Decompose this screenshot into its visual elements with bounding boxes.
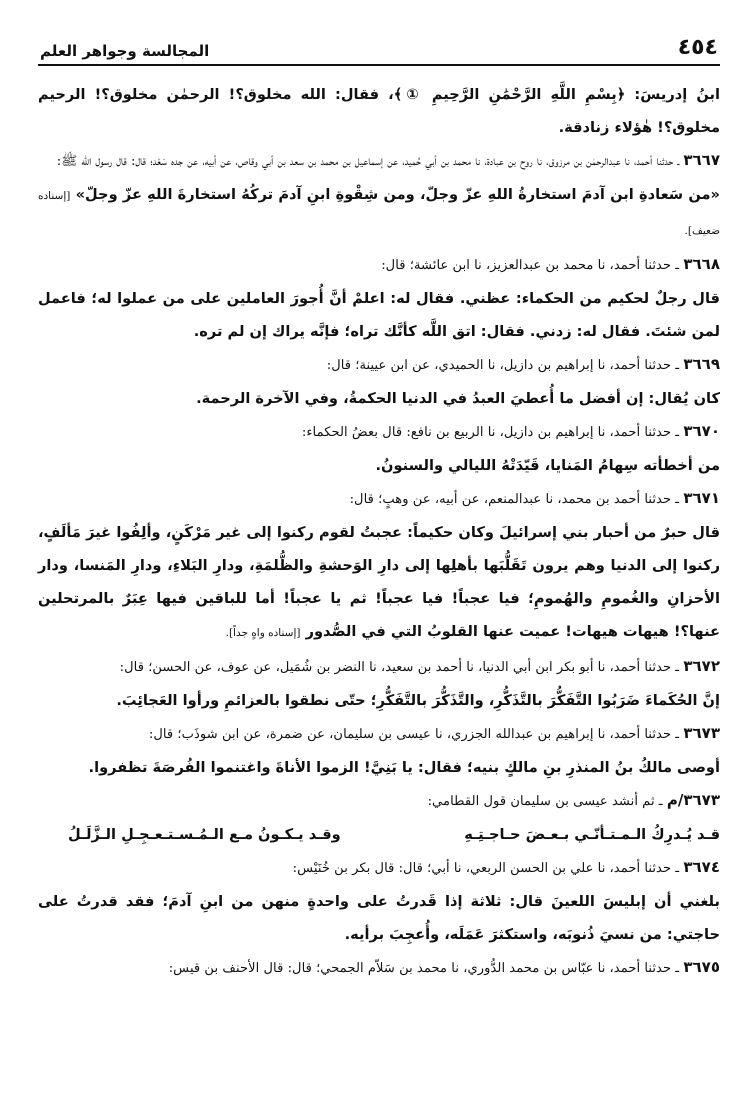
- hadith-number: ٣٦٧٥: [683, 958, 720, 976]
- hadith-number: ٣٦٧٠: [683, 422, 720, 440]
- hadith-number: ٣٦٧٣: [683, 724, 720, 742]
- narration-text-paragraph: [38, 178, 720, 248]
- chain-grade-note: [إسناده واهٍ جداً].: [225, 627, 301, 639]
- narration-chain-paragraph: [38, 348, 720, 382]
- paragraph-text: ـ حدثنا أحمد، نا إبراهيم بن دازيل، نا الحميدي، عن ابن عيينة؛ قال:: [326, 358, 680, 373]
- paragraph-text: قال رجلٌ لحكيم من الحكماء: عظني. فقال له: اعلمْ أنَّ أُجورَ العاملين على من عملوا له؛ فاعمل لمن شئتَ. فقال له: زدني. فقال: اتق اللَّه كأنَّك تراه؛ فإنَّه يراك إن لم تره.: [38, 290, 720, 340]
- narration-chain-paragraph: [38, 717, 720, 751]
- paragraph-text: قال حبرٌ من أحبار بني إسرائيلَ وكان حكيماً: عجبتُ لقوم ركنوا إلى غير مَرْكَنٍ، وألِفُوا غيرَ مَألَفٍ، ركنوا إلى الدنيا وهم يرون تَقَلُّبَها بأهلِها إلى دارِ الوَحشةِ والظُّلمَةِ، ودارِ البَلاءِ، ودارِ المَنسا، ودار الأحزانِ والغُمومِ والهُمومِ؛ فيا عجباً! فيا عجباً! ثم يا عجباً! أما للباقين فيها عِبَرٌ بالمرتحلين عنها؟! هيهات هيهات! عميت عنها القلوبُ التي في الصُّدور: [38, 524, 720, 640]
- hadith-number: ٣٦٦٨: [683, 255, 720, 273]
- paragraph-text: إنَّ الحُكَماءَ ضَرَبُوا التَّفَكُّرَ بالتَّذَكُّرِ، والتَّذَكُّرَ بالتَّفَكُّرِ؛ حتّى نطقوا بالعزائمِ ورأوا العَجائِبَ.: [116, 692, 720, 709]
- hadith-number: ٣٦٧١: [683, 489, 720, 507]
- paragraph-text: ـ حدثنا أحمد، نا محمد بن عبدالعزيز، نا ابن عائشة؛ قال:: [381, 258, 680, 273]
- paragraph-text: ـ حدثنا أحمد، نا إبراهيم بن دازيل، نا الربيع بن نافع: قال بعضُ الحكماء:: [301, 425, 680, 440]
- narration-text-paragraph: [38, 449, 720, 482]
- paragraph-text: ـ حدثنا أحمد، نا أبو بكر ابن أبي الدنيا، نا أحمد بن سعيد، نا النضر بن شُمَيل، عن عوف، عن الحسن؛ قال:: [119, 660, 680, 675]
- narration-text-paragraph: [38, 78, 720, 144]
- narration-chain-paragraph: [38, 248, 720, 282]
- paragraph-text: أوصى مالكُ بنُ المنذرِ بنِ مالكٍ بنيه؛ فقال: يا بَنِيَّ! الزموا الأناةَ واغتنموا الفُرصَةَ تظفروا.: [88, 759, 720, 776]
- narration-text-paragraph: [38, 885, 720, 951]
- page-content: [38, 78, 720, 985]
- hadith-number: ٣٦٧٢: [683, 657, 720, 675]
- hadith-number: ٣٦٦٧: [683, 151, 720, 169]
- narration-chain-paragraph: [38, 650, 720, 684]
- paragraph-text: ـ ثم أنشد عيسى بن سليمان قول القطامي:: [427, 794, 663, 809]
- book-page: [38, 28, 720, 985]
- paragraph-text: ـ حدثنا أحمد، نا إبراهيم بن عبدالله الجزري، نا عيسى بن سليمان، عن ضمرة، عن ابن شوذَب؛ قال:: [148, 727, 680, 742]
- poetry-verse: [38, 818, 720, 851]
- paragraph-text: ـ حدثنا أحمد، نا عبّاس بن محمد الدُّوري، نا محمد بن سَلاّم الجمحي؛ قال: قال الأحنف بن قيس:: [168, 961, 680, 976]
- narration-chain-paragraph: [38, 144, 720, 178]
- paragraph-text: من أخطأته سِهامُ المَنايا، قَيّدَتْهُ الليالي والسنونُ.: [375, 457, 720, 474]
- paragraph-text: «من سَعادةِ ابن آدمَ استخارةُ اللهِ عزّ وجلّ، ومن شِقْوةِ ابنِ آدمَ تركُهُ استخارةَ اللهِ عزّ وجلّ»: [75, 186, 720, 203]
- paragraph-text: ابنُ إدريسَ: ﴿بِسْمِ اللَّهِ الرَّحْمَٰنِ الرَّحِيمِ ①﴾، فقال: الله مخلوق؟! الرحمٰن مخلوق؟! الرحيم مخلوق؟! هٰؤلاء زنادقة.: [38, 86, 720, 136]
- verse-second-hemistich: وقـد يـكـونُ مـع الـمُـسـتـعـجِـلِ الـزَّلَـلُ: [68, 826, 341, 843]
- narration-chain-paragraph: [38, 851, 720, 885]
- narration-text-paragraph: [38, 282, 720, 348]
- hadith-number: ٣٦٧٣/م: [666, 791, 720, 809]
- narration-text-paragraph: [38, 516, 720, 650]
- paragraph-text: بلغني أن إبليسَ اللعينَ قال: ثلاثة إذا قَدرتُ على واحدةٍ منهن من ابنِ آدمَ؛ فقد قدرتُ على حاجتي: من نسيَ ذُنوبَه، واستكثرَ عَمَلَه، وأُعجِبَ برأيه.: [38, 893, 720, 943]
- paragraph-text: ـ حدثنا أحمد بن محمد، نا عبدالمنعم، عن أبيه، عن وهبٍ؛ قال:: [349, 492, 680, 507]
- running-title: المجالسة وجواهر العلم: [40, 42, 210, 60]
- hadith-number: ٣٦٧٤: [683, 858, 720, 876]
- paragraph-text: كان يُقال: إن أفضل ما أُعطيَ العبدُ في الدنيا الحكمةُ، وفي الآخرة الرحمة.: [196, 390, 720, 407]
- page-number: ٤٥٤: [677, 35, 718, 60]
- paragraph-text: ـ حدثنا أحمد، نا عبدالرحمٰن بن مرزوق، نا روح بن عبادة، نا محمد بن أبي حُميد، عن إسماعيل بن محمد بن سعد بن أبي وقاص، عن أبيه، عن جده سَعْد؛ قال: قال رسول الله ﷺ:: [56, 154, 680, 169]
- narration-chain-paragraph: [38, 784, 720, 818]
- page-header: [38, 28, 720, 66]
- narration-text-paragraph: [38, 382, 720, 415]
- chain-grade-note: [إسناده ضعيف].: [38, 190, 720, 237]
- paragraph-text: ـ حدثنا أحمد، نا علي بن الحسن الربعي، نا أبي؛ قال: قال بكر بن خُنَيْس:: [292, 861, 680, 876]
- narration-text-paragraph: [38, 684, 720, 717]
- verse-first-hemistich: قـد يُـدرِكُ الـمـتـأنّـي بـعـضَ حـاجـتِـهِ: [464, 826, 720, 843]
- narration-chain-paragraph: [38, 482, 720, 516]
- narration-chain-paragraph: [38, 951, 720, 985]
- narration-text-paragraph: [38, 751, 720, 784]
- hadith-number: ٣٦٦٩: [683, 355, 720, 373]
- narration-chain-paragraph: [38, 415, 720, 449]
